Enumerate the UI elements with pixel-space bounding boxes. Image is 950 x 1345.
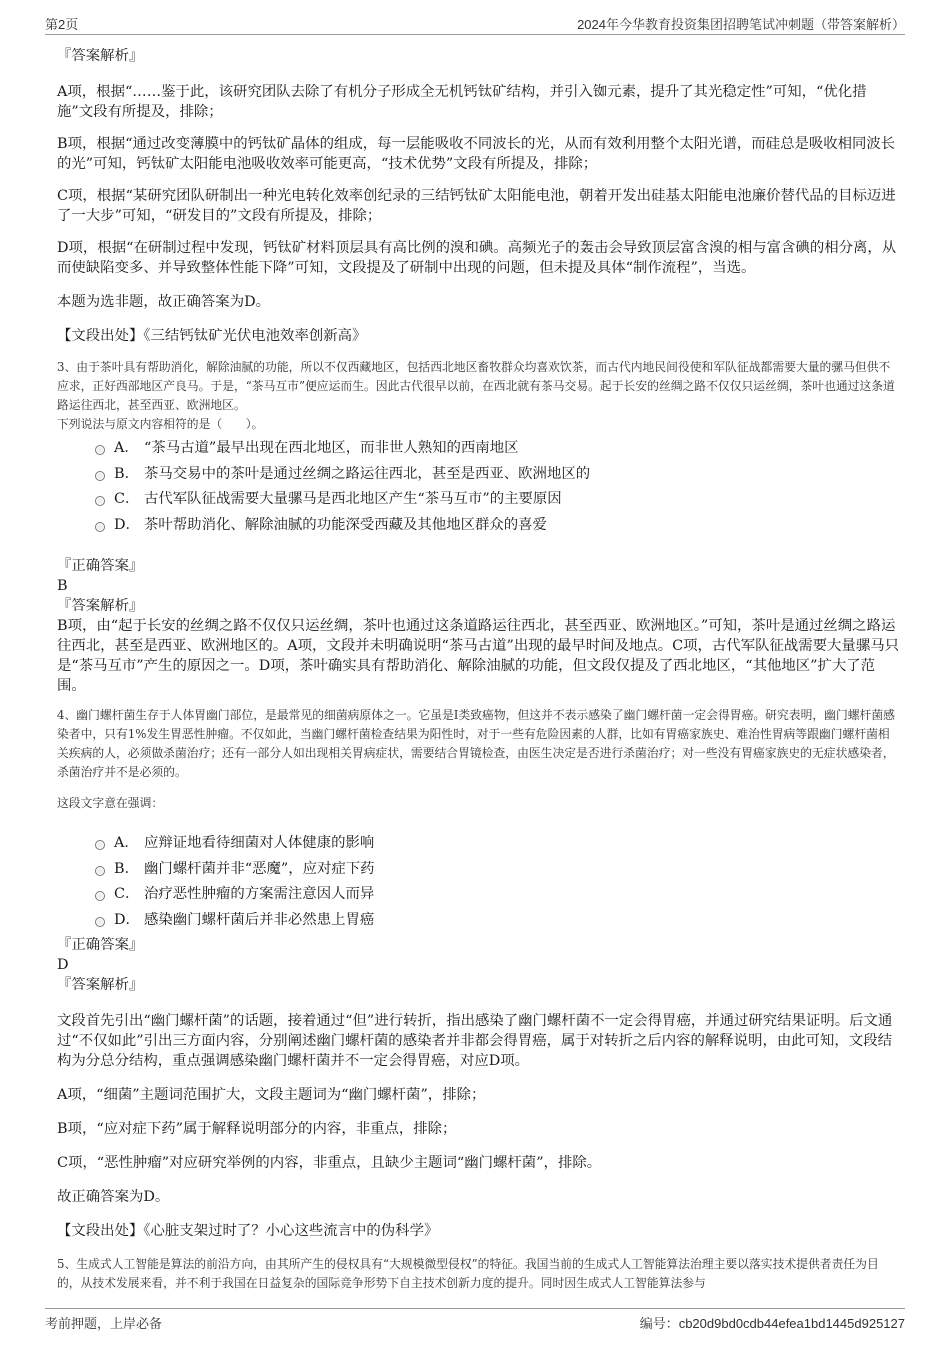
radio-icon[interactable] bbox=[95, 471, 105, 481]
q4-source: 【文段出处】《心脏支架过时了？小心这些流言中的伪科学》 bbox=[57, 1223, 439, 1239]
q4-analysis-a: A项，“细菌”主题词范围扩大，文段主题词为“幽门螺杆菌”，排除； bbox=[57, 1087, 486, 1103]
q4-option-c[interactable]: C． 治疗恶性肿瘤的方案需注意因人而异 bbox=[95, 884, 899, 910]
page-footer bbox=[45, 1308, 905, 1329]
q2-analysis-d: D项，根据“在研制过程中发现，钙钛矿材料顶层具有高比例的溴和碘。高频光子的轰击会导致顶层富含溴的相与富含碘的相分离，从而使缺陷变多、并导致整体性能下降”可知，文段提及了研制中出现的问题，但未提及具体“制作流程”，当选。 bbox=[57, 240, 897, 276]
radio-icon[interactable] bbox=[95, 496, 105, 506]
radio-icon[interactable] bbox=[95, 445, 105, 455]
q4-analysis: 文段首先引出“幽门螺杆菌”的话题，接着通过“但”进行转折，指出感染了幽门螺杆菌不一定会得胃癌，并通过研究结果证明。后文通过“不仅如此”引出三方面内容，分别阐述幽门螺杆菌的感染者并非都会得胃癌，属于对转折之后内容的解释说明，由此可知，文段结构为分总分结构，重点强调感染幽门螺杆菌并不一定会得胃癌，对应D项。 bbox=[57, 1013, 893, 1069]
q3-analysis-title: 『答案解析』 bbox=[57, 598, 144, 614]
q4-passage: 4、幽门螺杆菌生存于人体胃幽门部位，是最常见的细菌病原体之一。它虽是I类致癌物，但这并不表示感染了幽门螺杆菌一定会得胃癌。研究表明，幽门螺杆菌感染者中，只有1%发生胃恶性肿瘤。不仅如此，当幽门螺杆菌检查结果为阳性时，对于一些有危险因素的人群，比如有胃癌家族史、难治性胃病等跟幽门螺杆菌相关疾病的人，必须做杀菌治疗；还有一部分人如出现相关胃病症状，需要结合胃镜检查，由医生决定是否进行杀菌治疗；对一些没有胃癌家族史的无症状感染者，杀菌治疗并不是必须的。 bbox=[57, 708, 895, 779]
q4-answer: D bbox=[57, 957, 69, 973]
q2-analysis-c: C项，根据“某研究团队研制出一种光电转化效率创纪录的三结钙钛矿太阳能电池，朝着开发出硅基太阳能电池廉价替代品的目标迈进了一大步”可知，“研发目的”文段有所提及，排除； bbox=[57, 188, 896, 224]
document-title: 2024年今华教育投资集团招聘笔试冲刺题（带答案解析） bbox=[577, 17, 905, 32]
q4-question: 这段文字意在强调： bbox=[57, 796, 164, 810]
q3-option-c[interactable]: C． 古代军队征战需要大量骡马是西北地区产生“茶马互市”的主要原因 bbox=[95, 489, 899, 515]
q2-source: 【文段出处】《三结钙钛矿光伏电池效率创新高》 bbox=[57, 328, 367, 344]
q4-analysis-title: 『答案解析』 bbox=[57, 977, 144, 993]
page-number: 第2页 bbox=[45, 17, 79, 32]
q4-analysis-c: C项，“恶性肿瘤”对应研究举例的内容，非重点，且缺少主题词“幽门螺杆菌”，排除。 bbox=[57, 1155, 602, 1171]
radio-icon[interactable] bbox=[95, 522, 105, 532]
q3-answer-title: 『正确答案』 bbox=[57, 558, 144, 574]
q4-option-b[interactable]: B． 幽门螺杆菌并非“恶魔”，应对症下药 bbox=[95, 859, 899, 885]
q4-answer-title: 『正确答案』 bbox=[57, 937, 144, 953]
footer-slogan: 考前押题，上岸必备 bbox=[45, 1316, 163, 1331]
radio-icon[interactable] bbox=[95, 840, 105, 850]
q3-analysis: B项，由“起于长安的丝绸之路不仅仅只运丝绸，茶叶也通过这条道路运往西北，甚至西亚、欧洲地区。”可知，茶叶是通过丝绸之路运往西北，甚至是西亚、欧洲地区的。A项，文段并未明确说明“茶马古道”出现的最早时间及地点。C项，古代军队征战需要大量骡马只是“茶马互市”产生的原因之一。D项，茶叶确实具有帮助消化、解除油腻的功能，但文段仅提及了西北地区，“其他地区”扩大了范围。 bbox=[57, 618, 899, 694]
q3-passage: 3、由于茶叶具有帮助消化，解除油腻的功能，所以不仅西藏地区，包括西北地区畜牧群众均喜欢饮茶，而古代内地民间役使和军队征战都需要大量的骡马但供不应求，正好西部地区产良马。于是，“茶马互市”便应运而生。因此古代很早以前，在西北就有茶马交易。起于长安的丝绸之路不仅仅只运丝绸，茶叶也通过这条道路运往西北，甚至西亚、欧洲地区。 bbox=[57, 360, 895, 412]
radio-icon[interactable] bbox=[95, 917, 105, 927]
q4-option-d[interactable]: D． 感染幽门螺杆菌后并非必然患上胃癌 bbox=[95, 910, 899, 936]
q4-conclusion: 故正确答案为D。 bbox=[57, 1189, 170, 1205]
q2-analysis-b: B项，根据“通过改变薄膜中的钙钛矿晶体的组成，每一层能吸收不同波长的光，从而有效利用整个太阳光谱，而硅总是吸收相同波长的光”可知，钙钛矿太阳能电池吸收效率可能更高，“技术优势”文段有所提及，排除； bbox=[57, 136, 896, 172]
page-header bbox=[45, 14, 905, 35]
document-code: 编号：cb20d9bd0cdb44efea1bd1445d925127 bbox=[639, 1316, 905, 1331]
q2-conclusion: 本题为选非题，故正确答案为D。 bbox=[57, 294, 271, 310]
q4-analysis-b: B项，“应对症下药”属于解释说明部分的内容，非重点，排除； bbox=[57, 1121, 457, 1137]
q2-analysis-title: 『答案解析』 bbox=[57, 48, 144, 64]
q3-answer: B bbox=[57, 578, 68, 594]
page-content bbox=[57, 46, 899, 1293]
q2-analysis-a: A项，根据“……鉴于此，该研究团队去除了有机分子形成全无机钙钛矿结构，并引入铷元素，提升了其光稳定性”可知，“优化措施”文段有所提及，排除； bbox=[57, 84, 867, 120]
radio-icon[interactable] bbox=[95, 891, 105, 901]
q3-option-a[interactable]: A． “茶马古道”最早出现在西北地区，而非世人熟知的西南地区 bbox=[95, 438, 899, 464]
q5-passage: 5、生成式人工智能是算法的前沿方向，由其所产生的侵权具有“大规模微型侵权”的特征。我国当前的生成式人工智能算法治理主要以落实技术提供者责任为目的，从技术发展来看，并不利于我国在日益复杂的国际竞争形势下自主技术创新力度的提升。同时因生成式人工智能算法参与 bbox=[57, 1257, 879, 1290]
q4-options bbox=[95, 833, 899, 935]
q3-question: 下列说法与原文内容相符的是（ ）。 bbox=[57, 417, 264, 431]
q3-option-d[interactable]: D． 茶叶帮助消化、解除油腻的功能深受西藏及其他地区群众的喜爱 bbox=[95, 515, 899, 541]
q4-option-a[interactable]: A． 应辩证地看待细菌对人体健康的影响 bbox=[95, 833, 899, 859]
q3-option-b[interactable]: B． 茶马交易中的茶叶是通过丝绸之路运往西北，甚至是西亚、欧洲地区的 bbox=[95, 464, 899, 490]
q3-options bbox=[95, 438, 899, 540]
radio-icon[interactable] bbox=[95, 866, 105, 876]
